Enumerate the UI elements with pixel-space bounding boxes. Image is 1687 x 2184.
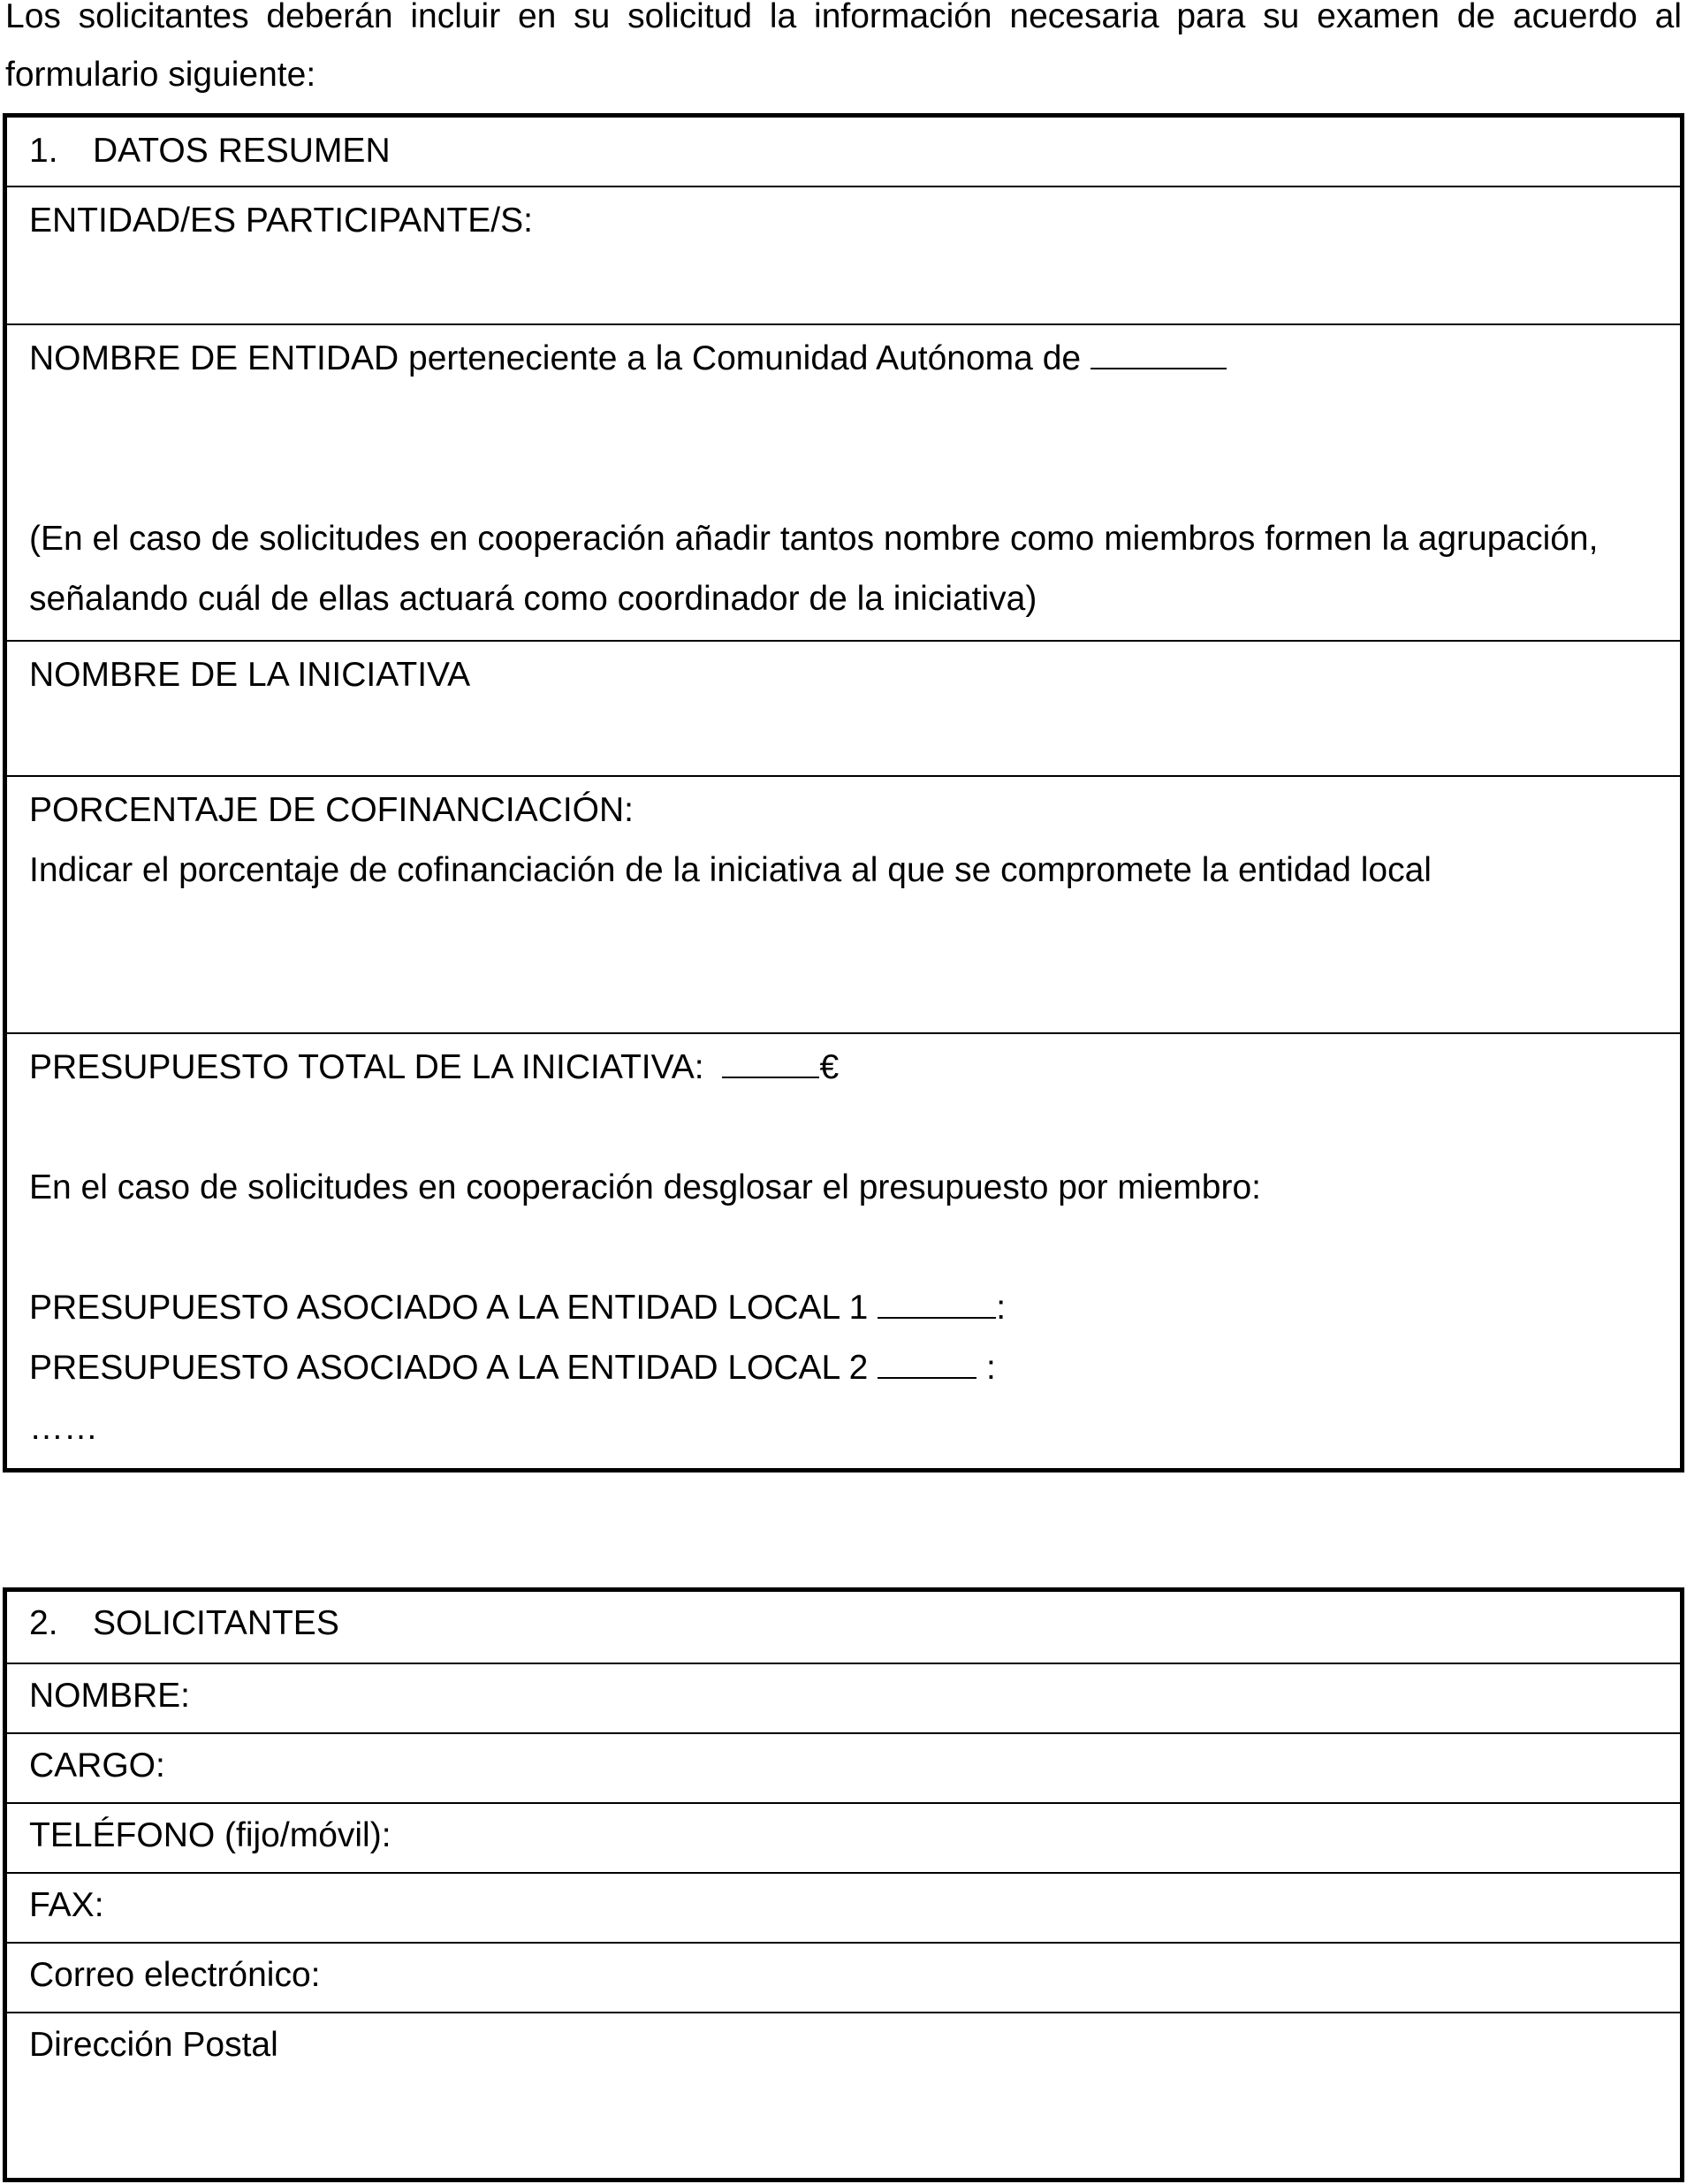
cargo-label: CARGO:: [29, 1746, 165, 1784]
entidades-label: ENTIDAD/ES PARTICIPANTE/S:: [29, 202, 533, 240]
nombre-entidad-field[interactable]: [7, 323, 1680, 640]
telefono-field[interactable]: [7, 1802, 1680, 1872]
cooperacion-note: En el caso de solicitudes en cooperación desglosar el presupuesto por miembro:: [29, 1168, 1261, 1206]
nombre-entidad-label: NOMBRE DE ENTIDAD perteneciente a la Comunidad Autónoma de: [29, 339, 1082, 377]
colon: :: [996, 1289, 1007, 1327]
fax-label: FAX:: [29, 1886, 104, 1924]
cofinanciacion-label: PORCENTAJE DE COFINANCIACIÓN:: [29, 791, 635, 829]
solicitantes-header: [7, 1592, 1680, 1663]
nombre-iniciativa-field[interactable]: [7, 640, 1680, 775]
direccion-field[interactable]: [7, 2012, 1680, 2178]
presupuesto-local-2-blank[interactable]: [878, 1347, 976, 1379]
solicitantes-table: [3, 1587, 1684, 2182]
nombre-iniciativa-label: NOMBRE DE LA INICIATIVA: [29, 656, 471, 694]
correo-field[interactable]: [7, 1942, 1680, 2012]
nombre-field[interactable]: [7, 1663, 1680, 1732]
comunidad-autonoma-blank[interactable]: [1090, 338, 1227, 369]
presupuesto-total-label: PRESUPUESTO TOTAL DE LA INICIATIVA:: [29, 1048, 704, 1086]
fax-field[interactable]: [7, 1872, 1680, 1942]
presupuesto-local-1-blank[interactable]: [878, 1287, 996, 1319]
telefono-label: TELÉFONO (fijo/móvil):: [29, 1816, 391, 1854]
currency-symbol: €: [819, 1048, 840, 1086]
presupuesto-local-1-label: PRESUPUESTO ASOCIADO A LA ENTIDAD LOCAL 1: [29, 1289, 869, 1327]
datos-resumen-header: [7, 118, 1680, 186]
cargo-field[interactable]: [7, 1732, 1680, 1802]
cofinanciacion-description: Indicar el porcentaje de cofinanciación de la iniciativa al que se compromete la entidad local: [29, 851, 1432, 889]
porcentaje-cofinanciacion-field[interactable]: [7, 775, 1680, 1032]
section-title: SOLICITANTES: [93, 1604, 339, 1642]
section-number: 2.: [29, 1604, 58, 1642]
section-number: 1.: [29, 132, 58, 170]
nombre-entidad-note-line-2: señalando cuál de ellas actuará como coordinador de la iniciativa): [29, 580, 1037, 618]
nombre-label: NOMBRE:: [29, 1677, 191, 1715]
colon: :: [986, 1349, 996, 1387]
datos-resumen-table: [3, 113, 1684, 1472]
intro-paragraph: Los solicitantes deberán incluir en su solicitud la información necesaria para su examen de acuerdo al formulario siguiente:: [5, 0, 1682, 94]
entidades-participantes-field[interactable]: [7, 186, 1680, 323]
presupuesto-total-blank[interactable]: [722, 1046, 819, 1078]
direccion-label: Dirección Postal: [29, 2026, 278, 2064]
ellipsis: ……: [29, 1409, 98, 1447]
correo-label: Correo electrónico:: [29, 1956, 321, 1994]
presupuesto-field: [7, 1032, 1680, 1468]
presupuesto-local-2-label: PRESUPUESTO ASOCIADO A LA ENTIDAD LOCAL 2: [29, 1349, 869, 1387]
nombre-entidad-note-line-1: (En el caso de solicitudes en cooperación añadir tantos nombre como miembros formen la agrupación,: [29, 520, 1599, 558]
section-title: DATOS RESUMEN: [93, 132, 391, 170]
